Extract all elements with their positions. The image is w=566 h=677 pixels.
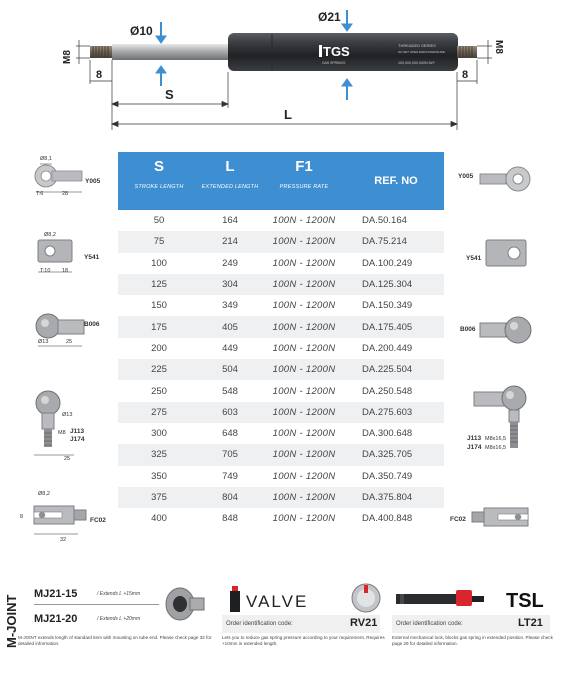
y005-left-code: Y005 bbox=[85, 178, 101, 185]
cell-stroke: 150 bbox=[118, 295, 200, 316]
cell-length: 548 bbox=[200, 380, 260, 401]
spec-table bbox=[118, 152, 444, 529]
cell-force: 100N - 1200N bbox=[260, 359, 348, 380]
cell-length: 405 bbox=[200, 316, 260, 337]
brand-name: TGS bbox=[323, 44, 350, 59]
j113-left-code2: J174 bbox=[70, 436, 85, 443]
tsl-word: TSL bbox=[506, 590, 544, 612]
cell-length: 705 bbox=[200, 444, 260, 465]
end-right-label: 8 bbox=[462, 69, 469, 81]
mj-description: M-JOINT extends length of standard item with mounting on tube end. Please check page 32 for detailed information. bbox=[18, 635, 212, 646]
j113-right-code2: J174 bbox=[467, 444, 482, 451]
cell-ref: DA.250.548 bbox=[348, 380, 444, 401]
fitting-fc02-right bbox=[470, 498, 538, 538]
cell-ref: DA.150.349 bbox=[348, 295, 444, 316]
tsl-image bbox=[396, 586, 488, 610]
valve-description: Lets you to reduce gas spring pressure according to your requirement. Requires +10mm in extended length. bbox=[222, 635, 385, 646]
mj-divider bbox=[34, 604, 159, 605]
gas-spring-diagram bbox=[0, 0, 566, 150]
left-thread bbox=[90, 46, 112, 58]
cell-ref: DA.175.405 bbox=[348, 316, 444, 337]
tube-diameter-label: Ø21 bbox=[318, 10, 341, 24]
thread-dim-right bbox=[477, 40, 492, 64]
fitting-y005-right bbox=[478, 162, 536, 198]
cell-stroke: 300 bbox=[118, 423, 200, 444]
cell-stroke: 350 bbox=[118, 466, 200, 487]
end-left-label: 8 bbox=[96, 69, 103, 81]
cell-force: 100N - 1200N bbox=[260, 338, 348, 359]
table-row bbox=[118, 274, 444, 295]
j113-left-m: M8 bbox=[58, 430, 66, 436]
cell-stroke: 75 bbox=[118, 231, 200, 252]
cell-ref: DA.100.249 bbox=[348, 253, 444, 274]
cell-force: 100N - 1200N bbox=[260, 274, 348, 295]
y541-left-dia: Ø8,2 bbox=[44, 232, 56, 238]
mj2-code: MJ21-20 bbox=[34, 613, 78, 625]
cell-length: 603 bbox=[200, 402, 260, 423]
cell-stroke: 50 bbox=[118, 210, 200, 231]
cell-stroke: 400 bbox=[118, 508, 200, 529]
cell-force: 100N - 1200N bbox=[260, 295, 348, 316]
table-row bbox=[118, 487, 444, 508]
fc02-left-dia: Ø8,2 bbox=[38, 491, 50, 497]
table-row bbox=[118, 423, 444, 444]
fc02-left-l: 32 bbox=[60, 537, 67, 543]
spec-table-header bbox=[118, 152, 444, 210]
mj1-note: / Extends L +15mm bbox=[97, 591, 141, 597]
fc02-left-w: 8 bbox=[20, 514, 24, 520]
cell-ref: DA.75.214 bbox=[348, 231, 444, 252]
j113-left-l: 25 bbox=[64, 456, 71, 462]
cell-ref: DA.225.504 bbox=[348, 359, 444, 380]
j113-right-sub1: M8x16,5 bbox=[485, 436, 507, 442]
j113-left-code1: J113 bbox=[70, 428, 85, 435]
cell-ref: DA.200.449 bbox=[348, 338, 444, 359]
cell-ref: DA.400.848 bbox=[348, 508, 444, 529]
table-row bbox=[118, 253, 444, 274]
b006-right-code: B006 bbox=[460, 326, 476, 333]
table-row bbox=[118, 210, 444, 231]
valve-icon bbox=[228, 586, 242, 612]
table-row bbox=[118, 316, 444, 337]
cell-length: 504 bbox=[200, 359, 260, 380]
j113-left-dia: Ø13 bbox=[62, 412, 73, 418]
cell-length: 449 bbox=[200, 338, 260, 359]
header-stroke: S STROKE LENGTH bbox=[118, 152, 200, 210]
table-row bbox=[118, 402, 444, 423]
cell-stroke: 125 bbox=[118, 274, 200, 295]
stroke-label: S bbox=[165, 87, 174, 102]
y541-left-t: T:10 bbox=[40, 268, 51, 274]
cell-force: 100N - 1200N bbox=[260, 210, 348, 231]
cell-force: 100N - 1200N bbox=[260, 423, 348, 444]
cell-stroke: 225 bbox=[118, 359, 200, 380]
header-ref: REF. NO bbox=[348, 152, 444, 210]
right-thread bbox=[457, 46, 477, 58]
thread-left-label: M8 bbox=[62, 50, 73, 64]
cell-length: 804 bbox=[200, 487, 260, 508]
fitting-j113-left bbox=[26, 385, 92, 463]
cell-ref: DA.375.804 bbox=[348, 487, 444, 508]
thread-right-label: M8 bbox=[493, 40, 504, 54]
cell-length: 304 bbox=[200, 274, 260, 295]
j113-right-sub2: M8x16,5 bbox=[485, 445, 507, 451]
cell-length: 349 bbox=[200, 295, 260, 316]
tsl-order-code: LT21 bbox=[518, 617, 543, 629]
table-row bbox=[118, 359, 444, 380]
y541-left-l: 18 bbox=[62, 268, 69, 274]
table-row bbox=[118, 466, 444, 487]
cell-stroke: 175 bbox=[118, 316, 200, 337]
length-label: L bbox=[284, 107, 292, 122]
y005-left-t: T:6 bbox=[36, 191, 44, 197]
y005-left-dia: Ø8,1 bbox=[40, 156, 52, 162]
cell-force: 100N - 1200N bbox=[260, 444, 348, 465]
rod-diameter-label: Ø10 bbox=[130, 24, 153, 38]
cell-ref: DA.325.705 bbox=[348, 444, 444, 465]
cell-stroke: 275 bbox=[118, 402, 200, 423]
cell-force: 100N - 1200N bbox=[260, 253, 348, 274]
table-row bbox=[118, 380, 444, 401]
fitting-y541-right bbox=[484, 236, 532, 272]
cell-force: 100N - 1200N bbox=[260, 316, 348, 337]
tsl-order-label: Order identification code: bbox=[396, 621, 463, 627]
cell-ref: DA.350.749 bbox=[348, 466, 444, 487]
table-row bbox=[118, 338, 444, 359]
brand-sub: GAS SPRINGS bbox=[322, 61, 346, 65]
cell-force: 100N - 1200N bbox=[260, 466, 348, 487]
mj1-code: MJ21-15 bbox=[34, 588, 78, 600]
b006-left-dia: Ø13 bbox=[38, 339, 49, 345]
header-length: L EXTENDED LENGTH bbox=[200, 152, 260, 210]
mj2-note: / Extends L +20mm bbox=[97, 616, 141, 622]
table-row bbox=[118, 295, 444, 316]
b006-left-l: 25 bbox=[66, 339, 73, 345]
cell-length: 749 bbox=[200, 466, 260, 487]
cell-force: 100N - 1200N bbox=[260, 508, 348, 529]
b006-left-code: B006 bbox=[84, 321, 100, 328]
cell-ref: DA.125.304 bbox=[348, 274, 444, 295]
length-dim bbox=[112, 122, 457, 127]
piston-rod bbox=[112, 44, 230, 60]
stroke-dim bbox=[112, 102, 228, 107]
cell-length: 249 bbox=[200, 253, 260, 274]
table-row bbox=[118, 231, 444, 252]
fitting-fc02-left bbox=[28, 492, 92, 540]
header-force: F1 PRESSURE RATE bbox=[260, 152, 348, 210]
mjoint-image bbox=[160, 580, 210, 626]
y541-right-code: Y541 bbox=[466, 255, 482, 262]
brand-tag: SO SET OPEN ENDS PRESSURE bbox=[398, 50, 445, 54]
cell-ref: DA.300.648 bbox=[348, 423, 444, 444]
valve-image bbox=[350, 582, 382, 614]
y005-left-l: 28 bbox=[62, 191, 69, 197]
valve-order-code: RV21 bbox=[350, 617, 378, 629]
cell-stroke: 325 bbox=[118, 444, 200, 465]
cell-length: 214 bbox=[200, 231, 260, 252]
mjoint-vertical-title: M-JOINT bbox=[4, 594, 19, 648]
j113-right-code1: J113 bbox=[467, 435, 482, 442]
cell-length: 648 bbox=[200, 423, 260, 444]
y005-right-code: Y005 bbox=[458, 173, 474, 180]
brand-code: 100,000,000,000N M/Y bbox=[398, 61, 435, 65]
tsl-description: External mechanical lock, blocks gas spring in extended position. Please check page 29 for detailed information. bbox=[392, 635, 553, 646]
cell-stroke: 100 bbox=[118, 253, 200, 274]
cell-stroke: 200 bbox=[118, 338, 200, 359]
cell-force: 100N - 1200N bbox=[260, 231, 348, 252]
y541-left-code: Y541 bbox=[84, 254, 100, 261]
table-row bbox=[118, 508, 444, 529]
cell-stroke: 375 bbox=[118, 487, 200, 508]
brand-series: THREADED SERIES bbox=[398, 43, 436, 48]
table-row bbox=[118, 444, 444, 465]
fc02-left-code: FC02 bbox=[90, 517, 106, 524]
cell-force: 100N - 1200N bbox=[260, 380, 348, 401]
cell-ref: DA.50.164 bbox=[348, 210, 444, 231]
fitting-b006-right bbox=[478, 314, 534, 346]
cell-length: 164 bbox=[200, 210, 260, 231]
cell-length: 848 bbox=[200, 508, 260, 529]
cell-force: 100N - 1200N bbox=[260, 487, 348, 508]
thread-dim-left bbox=[76, 40, 90, 64]
fc02-right-code: FC02 bbox=[450, 516, 466, 523]
valve-order-label: Order identification code: bbox=[226, 621, 293, 627]
valve-word: VALVE bbox=[246, 592, 309, 611]
cell-stroke: 250 bbox=[118, 380, 200, 401]
cell-force: 100N - 1200N bbox=[260, 402, 348, 423]
cell-ref: DA.275.603 bbox=[348, 402, 444, 423]
